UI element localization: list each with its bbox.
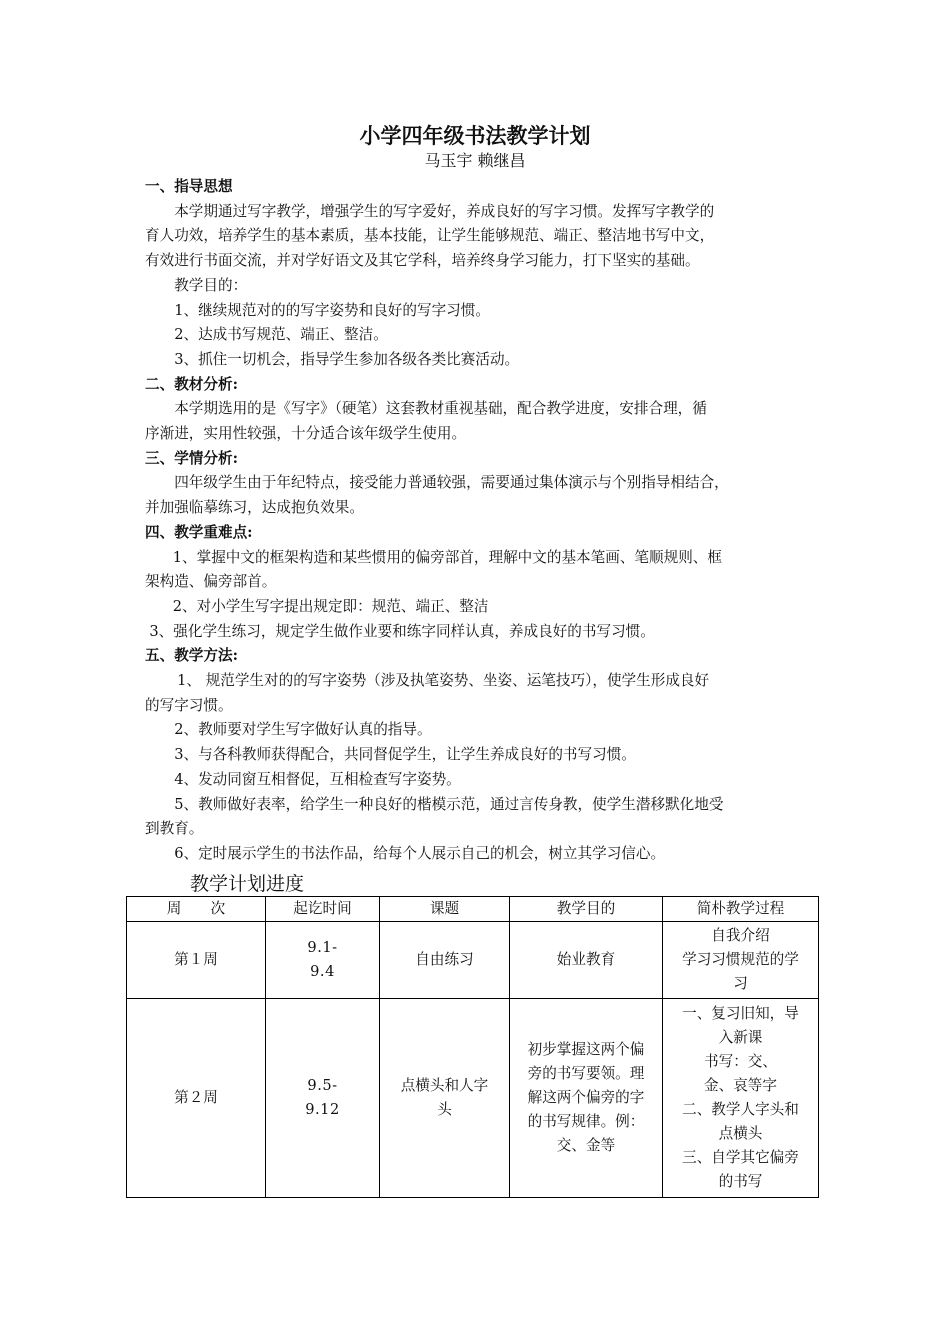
cell-line: 头 — [437, 1101, 452, 1118]
cell-line: 初步掌握这两个偏 — [527, 1041, 645, 1058]
cell-week: 第２周 — [127, 999, 266, 1198]
cell-line: 9.4 — [310, 963, 335, 980]
header-topic: 课题 — [380, 897, 510, 922]
cell-line: 点横头和人字 — [400, 1077, 489, 1094]
cell-line: 旁的书写要领。理 — [527, 1065, 645, 1082]
cell-process — [663, 999, 819, 1198]
cell-line: 二、教学人字头和 — [682, 1101, 799, 1118]
table-title: 教学计划进度 — [190, 873, 305, 895]
paragraph-line: 6、定时展示学生的书法作品，给每个人展示自己的机会，树立其学习信心。 — [174, 844, 666, 862]
paragraph-line: 3、抓住一切机会，指导学生参加各级各类比赛活动。 — [174, 350, 520, 368]
header-week: 周 次 — [127, 897, 266, 922]
cell-week: 第１周 — [127, 922, 266, 999]
document-title: 小学四年级书法教学计划 — [359, 123, 591, 148]
cell-line: 点横头 — [718, 1125, 763, 1142]
cell-line: 9.1- — [307, 939, 338, 956]
cell-topic — [380, 999, 510, 1198]
table-row — [127, 922, 819, 999]
cell-line: 学习习惯规范的学 — [682, 951, 799, 968]
section-heading: 三、学情分析: — [145, 449, 238, 467]
paragraph-line: 1、 规范学生对的的写字姿势（涉及执笔姿势、坐姿、运笔技巧），使学生形成良好 — [177, 672, 710, 689]
cell-line: 自由练习 — [415, 951, 474, 968]
paragraph-line: 2、达成书写规范、端正、整洁。 — [174, 326, 388, 344]
cell-time — [266, 999, 380, 1198]
cell-time — [266, 922, 380, 999]
cell-line: 书写：交、 — [704, 1053, 777, 1070]
schedule-table — [126, 896, 819, 1198]
cell-goal — [510, 999, 663, 1198]
paragraph-line: 4、发动同窗互相督促，互相检查写字姿势。 — [174, 770, 461, 788]
paragraph-line: 2、对小学生写字提出规定即：规范、端正、整洁 — [172, 597, 489, 615]
table-row — [127, 999, 819, 1198]
paragraph-line: 有效进行书面交流，并对学好语文及其它学科，培养终身学习能力，打下坚实的基础。 — [145, 252, 700, 270]
cell-topic — [380, 922, 510, 999]
cell-line: 始业教育 — [556, 951, 616, 968]
header-time: 起讫时间 — [266, 897, 380, 922]
cell-line: 入新课 — [718, 1029, 763, 1046]
paragraph-line: 2、教师要对学生写字做好认真的指导。 — [174, 721, 432, 739]
section-heading: 二、教材分析: — [145, 375, 238, 393]
paragraph-line: 架构造、偏旁部首。 — [145, 573, 277, 591]
cell-goal — [510, 922, 663, 999]
header-process: 简朴教学过程 — [663, 897, 819, 922]
paragraph-line: 3、强化学生练习，规定学生做作业要和练字同样认真，养成良好的书写习惯。 — [149, 622, 655, 640]
cell-process — [663, 922, 819, 999]
paragraph-line: 本学期选用的是《写字》（硬笔）这套教材重视基础，配合教学进度，安排合理，循 — [174, 400, 707, 418]
cell-line: 9.12 — [305, 1101, 340, 1118]
paragraph-line: 1、掌握中文的框架构造和某些惯用的偏旁部首，理解中文的基本笔画、笔顺规则、框 — [172, 548, 722, 566]
cell-line: 的书写 — [718, 1173, 763, 1190]
cell-line: 习 — [733, 975, 748, 992]
document-authors: 马玉宇 赖继昌 — [424, 151, 526, 170]
paragraph-line: 四年级学生由于年纪特点，接受能力普通较强，需要通过集体演示与个别指导相结合， — [174, 474, 729, 492]
cell-line: 自我介绍 — [711, 927, 770, 944]
paragraph-line: 序渐进，实用性较强，十分适合该年级学生使用。 — [145, 425, 467, 442]
section-heading: 五、教学方法: — [145, 647, 238, 665]
paragraph-line: 并加强临摹练习，达成抱负效果。 — [145, 499, 364, 517]
paragraph-line: 育人功效，培养学生的基本素质，基本技能，让学生能够规范、端正、整洁地书写中文， — [145, 227, 715, 245]
paragraph-line: 教学目的： — [174, 276, 248, 294]
header-goal: 教学目的 — [510, 897, 663, 922]
paragraph-line: 的写字习惯。 — [145, 696, 233, 714]
cell-line: 三、自学其它偏旁 — [682, 1149, 799, 1166]
cell-line: 解这两个偏旁的字 — [527, 1089, 645, 1106]
cell-line: 交、金等 — [556, 1137, 616, 1154]
paragraph-line: 3、与各科教师获得配合，共同督促学生，让学生养成良好的书写习惯。 — [174, 746, 636, 764]
paragraph-line: 5、教师做好表率，给学生一种良好的楷模示范，通过言传身教，使学生潜移默化地受 — [174, 795, 724, 813]
section-heading: 四、教学重难点: — [145, 523, 253, 541]
section-heading: 一、指导思想 — [145, 178, 233, 195]
cell-line: 金、哀等字 — [704, 1077, 777, 1094]
cell-line: 一、复习旧知，导 — [682, 1005, 799, 1022]
paragraph-line: 本学期通过写字教学，增强学生的写字爱好，养成良好的写字习惯。发挥写字教学的 — [174, 202, 715, 220]
paragraph-line: 1、继续规范对的的写字姿势和良好的写字习惯。 — [174, 301, 490, 319]
cell-line: 的书写规律。例： — [527, 1113, 645, 1130]
paragraph-line: 到教育。 — [145, 820, 204, 838]
table-header-row — [127, 897, 819, 922]
cell-line: 9.5- — [307, 1077, 338, 1094]
